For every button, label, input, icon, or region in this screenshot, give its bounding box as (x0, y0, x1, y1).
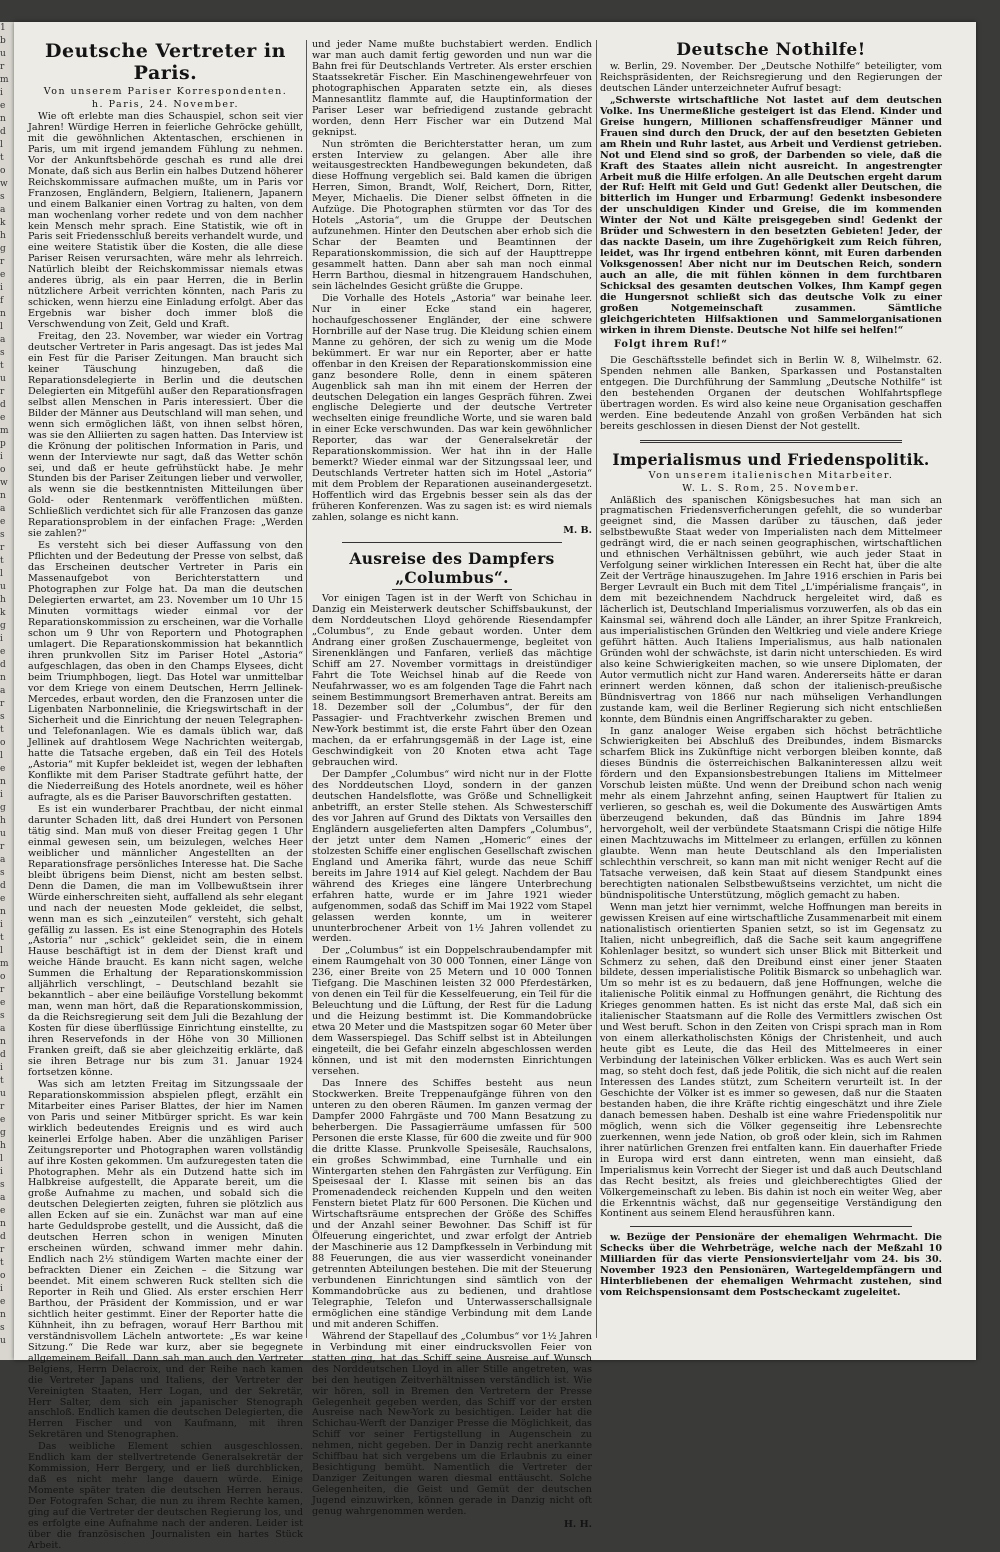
column-1 (28, 40, 303, 1551)
strip-glyph: i (0, 634, 3, 644)
paragraph: Der Dampfer „Columbus“ wird nicht nur in der Flotte des Norddeutschen Lloyd, sondern in der ganzen deutschen Handelsflotte, was Größe und Schnelligkeit anbetrifft, an erster Stelle stehen. Als Schwesterschiff des vor Jahren auf Grund des Diktats von Versailles den Engländern ausgelieferten alten Dampfers „Columbus“, der jetzt unter dem Namen „Homeric“ eines der stolzesten Schiffe einer englischen Gesellschaft zwischen England und Amerika fährt, wurde das neue Schiff bereits im Jahre 1914 auf Kiel gelegt. Nachdem der Bau während des Krieges eine längere Unterbrechung erfahren hatte, wurde er im Jahre 1921 wieder aufgenommen, sodaß das Schiff im Mai 1922 vom Stapel gelassen werden konnte, um in weiterer ununterbrochener Arbeit von 1½ Jahren vollendet zu werden. (312, 769, 592, 945)
strip-glyph: s (0, 1011, 5, 1021)
strip-glyph: r (0, 1102, 5, 1112)
byline-italien: Von unserem italienischen Mitarbeiter. (648, 469, 894, 481)
strip-glyph: r (0, 62, 5, 72)
paragraph: Das Innere des Schiffes besteht aus neun Stockwerken. Breite Treppenaufgänge führen von den unteren zu den oberen Räumen. Im ganzen vermag der Dampfer 2000 Fahrgäste und 700 Mann Besatzung zu beherbergen. Die Passagierräume umfassen für 500 Personen die erste Klasse, für 600 die zweite und für 900 die dritte Klasse. Prunkvolle Speisesäle, Rauchsalons, ein großes Schwimmbad, eine Turnhalle und ein Wintergarten stehen den Fahrgästen zur Verfügung. Ein Speisesaal der I. Klasse mit seinen bis an das Promenadendeck reichenden Kuppeln und den weiten Fenstern bietet Platz für 600 Personen. Die Küchen und Wirtschaftsräume entsprechen der Größe des Schiffes und der Anzahl seiner Bewohner. Das Schiff ist für Ölfeuerung eingerichtet, und zwar erfolgt der Antrieb der Maschinerie aus 12 Dampfkesseln in Verbindung mit 88 Feuerungen, die aus vier wasserdicht voneinander getrennten Abteilungen bestehen. Die mit der Steuerung verbundenen Einrichtungen sind sämtlich von der Kommandobrücke aus zu bedienen, und drahtlose Telegraphie, Telefon und Unterwasserschallsignale ermöglichen eine ständige Verbindung mit dem Lande und mit anderen Schiffen. (312, 1077, 592, 1330)
strip-glyph: s (0, 1323, 5, 1333)
strip-glyph: a (0, 504, 6, 514)
strip-glyph: h (0, 231, 6, 241)
separator (342, 542, 562, 543)
paragraph: Anläßlich des spanischen Königsbesuches hat man sich an pragmatischen Friedensverficherungen gefehlt, die so wunderbar geeignet sind, die Massen darüber zu täuschen, daß jeder selbstbewußte Staat weder von Imperialisten nach dem Mittelmeer gedrängt wird, die er nach seinen geographischen, wirtschaftlichen und ethnischen Verhältnissen gebührt, wie auch jeder Staat in Verfolgung seiner wirklichen Interessen ein Recht hat, über die alte Zeit der Verträge hinauszugehen. Im Jahre 1916 erschien in Paris bei Berger Levrault ein Buch mit dem Titel „L'impérialisme français“, in dem mit bezeichnendem Nachdruck hergeleitet wird, daß es lächerlich ist, Deutschland Imperialismus vorzuwerfen, als ob das ein Kainsmal sei, während doch alle Länder, an ihrer Spitze Frankreich, aus imperialistischen Gründen den Weltkrieg und viele andere Kriege geführt hätten. Auch Italiens Imperialismus, aus halb nationalen Gründen wohl der schwächste, ist darin nicht unterschieden. Es wird also keine Schwierigkeiten machen, so wie unsere Diplomaten, der Autor vermutlich nicht zur Hand waren. Andererseits hätte er daran erinnert werden können, daß schon der italienisch-preußische Bündnisvertrag von 1866 nur nach mühseligen Verhandlungen zustande kam, weil die Berliner Regierung sich nicht entschließen konnte, dem Bündnis einen Angriffscharakter zu geben. (600, 494, 942, 725)
paragraph: Es versteht sich bei dieser Auffassung von den Pflichten und der Bedeutung der Presse von selbst, daß das Erscheinen deutscher Vertreter in Paris ein Massenaufgebot von Berichterstattern und Photographen zur Folge hat. Da man die deutschen Delegierten erwartet, am 23. November um 10 Uhr 15 Minuten vormittags wieder einmal vor der Reparationskommission zu erscheinen, war die Vorhalle schon um 9 Uhr von Reportern und Photographen umlagert. Die Reparationskommission hat bekanntlich ihren prunkvollen Sitz im Pariser Hotel „Astoria“ aufgeschlagen, das oben in den Champs Elysees, dicht beim Triumphbogen, liegt. Das Hotel war unmittelbar vor dem Kriege von einem Deutschen, Herrn Jellinek-Mercedes, erbaut worden, den die Franzosen unter die Ligenbaten Narbonnelinie, die Kriegswirtschaft in der Sicherheit und die Einrichtung der neuen Telegraphen- und Telefonanlagen. Wie es damals üblich war, daß Jellinek auf drahtlosem Wege Nachrichten weitergab, hatte die Tatsache ergeben, daß ein Teil des Hotels „Astoria“ mit Kupfer bekleidet ist, wegen der lebhaften Konflikte mit dem Pariser Stadtrate geführt hatte, der die Niederreißung des Hotels anordnete, weil es höher aufragte, als es die Pariser Bauvorschriften gestatten. (28, 540, 303, 804)
paragraph: Die Geschäftsstelle befindet sich in Berlin W. 8, Wilhelmstr. 62. Spenden nehmen alle Banken, Sparkassen und Postanstalten entgegen. Die Durchführung der Sammlung „Deutsche Nothilfe“ ist den bestehenden Organen der deutschen Wohlfahrtspflege übertragen worden. Es wird also keine neue Organisation geschaffen werden. Eine bedeutende Anzahl von großen Verbänden hat sich bereits geschlossen in diesen Dienst der Not gestellt. (600, 354, 942, 432)
strip-glyph: i (0, 1284, 3, 1294)
strip-glyph: d (0, 881, 6, 891)
strip-glyph: n (0, 491, 6, 501)
dateline-rom: W. L. S. Rom, 25. November. (682, 482, 860, 494)
dateline-paris: h. Paris, 24. November. (91, 99, 240, 110)
strip-glyph: l (0, 946, 3, 956)
column-2 (312, 39, 592, 1530)
strip-glyph: w (0, 179, 8, 189)
strip-glyph: l (0, 751, 3, 761)
separator (640, 440, 902, 443)
strip-glyph: k (0, 218, 6, 228)
strip-glyph: g (0, 1128, 6, 1138)
strip-glyph: r (0, 699, 5, 709)
strip-glyph: d (0, 660, 6, 670)
strip-glyph: l (0, 140, 3, 150)
paragraph: Nun strömten die Berichterstatter heran, um zum ersten Interview zu gelangen. Aber alle ihre weitausgestreckten Handbewegungen bekundeten, daß diese Hoffnung vergeblich sei. Bald kamen die übrigen Herren, Simon, Brandt, Wolf, Reichert, Dorn, Ritter, Meyer, Michaelis. Die Diener selbst öffneten in die Aufzüge. Die Photographen stürmten vor das Tor des Hotels „Astoria“, um die Gruppe der Deutschen aufzunehmen. Hinter den Deutschen aber erhob sich die Schar der Beamten und Beamtinnen der Reparationskommission, die sich auf der Haupttreppe gesammelt hatten. Dann aber sah man noch einmal Herrn Barthou, diesmal in hitzengrauem Handschuhen, sein lächelndes Gesicht grüßte die Gruppe. (312, 138, 592, 292)
strip-glyph: s (0, 192, 5, 202)
strip-glyph: r (0, 985, 5, 995)
article-title-imperialismus: Imperialismus und Friedenspolitik. (612, 449, 930, 469)
column-3 (600, 40, 942, 1340)
strip-glyph: t (0, 556, 4, 566)
strip-glyph: t (0, 361, 4, 371)
strip-glyph: n (0, 673, 6, 683)
strip-glyph: s (0, 712, 5, 722)
strip-glyph: i (0, 1167, 3, 1177)
strip-glyph: u (0, 829, 6, 839)
signature-mb: M. B. (563, 524, 592, 536)
strip-glyph: a (0, 1024, 6, 1034)
appeal-signoff: Folgt ihrem Ruf!“ (614, 338, 728, 350)
appeal-text: „Schwerste wirtschaftliche Not lastet auf dem deutschen Volke. Ins Unermeßliche gesteigert ist das Elend. Kinder und Greise hungern, Millionen schaffensfreudiger Männer und Frauen sind durch den Druck, der auf den besetzten Gebieten am Rhein und Ruhr lastet, aus Arbeit und Verdienst getrieben. Not und Elend sind so groß, der Darbenden so viele, daß die Kraft des Staates allein nicht ausreicht. In angestrengter Arbeit muß die Hilfe erfolgen. An alle Deutschen ergeht darum der Ruf: Helft mit Geld und Gut! Gedenkt aller Deutschen, die bitterlich im Hunger und Erbarmung! Gedenkt insbesondere der unschuldigen Kinder und Greise, die im kommenden Winter der Not und Kälte preisgegeben sind! Gedenkt der Brüder und Schwestern in den besetzten Gebieten! Jeder, der das nackte Dasein, um ihre Zugehörigkeit zum Reich führen, leidet, was Ihr irgend entbehren könnt, mit Euren darbenden Volksgenossen! Aber nicht nur im Deutschen Reich, sondern auch an alle, die mit fühlen können in dem furchtbaren Schicksal des gesamten deutschen Volkes, Ihm Kampf gegen die Hungersnot schließt sich das deutsche Volk zu einer großen Notgemeinschaft zusammen. Sämtliche gleichgerichteten Hilfsaktionen und Sammelorganisationen wirken in ihrem Dienste. Deutsche Not hilfe sei helfen!“ (600, 94, 942, 336)
strip-glyph: 1 (0, 23, 6, 33)
strip-glyph: e (0, 1297, 6, 1307)
strip-glyph: d (0, 400, 6, 410)
strip-glyph: o (0, 738, 6, 748)
strip-glyph: u (0, 1089, 6, 1099)
strip-glyph: t (0, 1076, 4, 1086)
strip-glyph: g (0, 803, 6, 813)
adjacent-page-edge (0, 22, 14, 1360)
strip-glyph: d (0, 127, 6, 137)
strip-glyph: l (0, 569, 3, 579)
strip-glyph: e (0, 517, 6, 527)
strip-glyph: l (0, 322, 3, 332)
strip-glyph: e (0, 764, 6, 774)
strip-glyph: a (0, 335, 6, 345)
strip-glyph: e (0, 413, 6, 423)
strip-glyph: m (0, 959, 9, 969)
strip-glyph: m (0, 426, 9, 436)
strip-glyph: r (0, 842, 5, 852)
article-title-columbus: Ausreise des Dampfers „Columbus“. (349, 548, 555, 587)
strip-glyph: i (0, 920, 3, 930)
article-title-paris: Deutsche Vertreter in Paris. (45, 40, 286, 84)
strip-glyph: g (0, 244, 6, 254)
article-title-nothilfe: Deutsche Nothilfe! (676, 40, 866, 60)
strip-glyph: r (0, 387, 5, 397)
strip-glyph: r (0, 257, 5, 267)
strip-glyph: t (0, 933, 4, 943)
paragraph: Das weibliche Element schien ausgeschlossen. Endlich kam der stellvertretende Generalsekretär der Kommission, Herr Bergery, und er ließ durchblicken, daß es nicht mehr lange dauern würde. Einige Momente später traten die deutschen Herren heraus. Der Fotografen Schar, die nun zu ihrem Rechte kamen, ging auf die Vertreter der deutschen Regierung los, und es erfolgte eine Aufnahme nach der anderen. Leider ist über die französischen Journalisten ein hartes Stück Arbeit. (28, 1441, 303, 1551)
strip-glyph: e (0, 270, 6, 280)
notice-pensionaere: w. Bezüge der Pensionäre der ehemaligen Wehrmacht. Die Schecks über die Wehrbeträge, welche nach der Meßzahl 10 Milliarden für das vierte Pensionsvierteljahr vom 24. bis 30. November 1923 den Pensionären, Wartegeldempfängern und Hinterbliebenen der ehemaligen Wehrmacht zustehen, sind vom Reichspensionsamt dem Postscheckamt zugeleitet. (600, 1232, 942, 1299)
strip-glyph: e (0, 647, 6, 657)
strip-glyph: f (0, 296, 4, 306)
strip-glyph: e (0, 1206, 6, 1216)
strip-glyph: d (0, 1050, 6, 1060)
strip-glyph: o (0, 166, 6, 176)
strip-glyph: p (0, 439, 6, 449)
strip-glyph: i (0, 283, 3, 293)
strip-glyph: u (0, 582, 6, 592)
strip-glyph: t (0, 1258, 4, 1268)
strip-glyph: i (0, 1063, 3, 1073)
strip-glyph: a (0, 1193, 6, 1203)
strip-glyph: r (0, 1245, 5, 1255)
strip-glyph: u (0, 1336, 6, 1346)
paragraph: Während der Stapellauf des „Columbus“ vor 1½ Jahren in Verbindung mit einer eindrucksvollen Feier von statten ging, hat das Schiff seine Ausreise auf Wunsch des Norddeutschen Lloyd in aller Stille angetreten, was bei den heutigen Zeitverhältnissen verständlich ist. Wie wir hören, soll in Bremen den Vertretern der Presse Gelegenheit gegeben werden, das Schiff vor der ersten Ausreise nach New-York zu besichtigen. Leider hat die Schichau-Werft der Danziger Presse die Möglichkeit, das Schiff vor seiner Fertigstellung in Augenschein zu nehmen, nicht gegeben. Der in Danzig recht anerkannte Schiffbau hat sich vergebens um die Erlaubnis zu einer Besichtigung bemüht. Namentlich die Vertreter der Danziger Zeitungen waren diesmal enttäuscht. Solche Gelegenheiten, die Geist und Gemüt der deutschen Jugend einzuwirken, können gerade in Danzig nicht oft genug wahrgenommen werden. (312, 1330, 592, 1518)
strip-glyph: s (0, 530, 5, 540)
strip-glyph: n (0, 1037, 6, 1047)
strip-glyph: o (0, 465, 6, 475)
paragraph: Was sich am letzten Freitag im Sitzungssaale der Reparationskommission abspielen pflegt, erzählt ein Mitarbeiter eines Pariser Blattes, der hier im Namen von Paris und seiner Mitbürger spricht. Es war kein wirklich bedeutendes Ereignis und es wird auch keinerlei Erfolge haben. Aber die unzähligen Pariser Zeitungsreporter und Photographen waren vollständig auf ihre Kosten gekommen. Um aufzuregesten taten die Photographen. Mehr als ein Dutzend hatte sich im Halbkreise aufgestellt, die Apparate bereit, um die große Aufnahme zu machen, und sobald sich die deutschen Delegierten zeigten, fuhren sie plötzlich aus allen Ecken auf sie ein. Zunächst war man auf eine harte Geduldsprobe gestellt, und die Aussicht, daß die deutschen Herren schon in wenigen Minuten erscheinen würden, schwand immer mehr dahin. Endlich nach 2½ stündigem Warten machte einer der befrackten Diener ein Zeichen – die Sitzung war beendet. Mit einem schweren Ruck stellten sich die Reporter in Reih und Glied. Als erster erschien Herr Barthou, der Präsident der Kommission, und er war sichtlich heiter gestimmt. Einer der Reporter hatte die Kühnheit, ihn zu befragen, worauf Herr Barthou mit verständnisvollem Lächeln antwortete: „Es war keine Sitzung.“ Die Rede war kurz, aber sie begegnete allgemeinem Beifall. Dann sah man auch den Vertreter Belgiens, Herrn Delacroix, und der Reihe nach kamen die Vertreter Japans und Italiens, der Vertreter der Vereinigten Staaten, Herr Logan, und der Sekretär, Herr Salter, dem sich ein japanischer Stenograph anschloß. Endlich kamen die deutschen Delegierten, die Herren Fischer und von Kaufmann, mit ihren Sekretären und Stenographen. (28, 1078, 303, 1441)
strip-glyph: n (0, 309, 6, 319)
separator (392, 589, 512, 590)
strip-glyph: n (0, 1219, 6, 1229)
paragraph: und jeder Name mußte buchstabiert werden. Endlich war man auch damit fertig geworden und nun war die Bahn frei für Deutschlands Vertreter. Als erster erschien Staatssekretär Fischer. Ein Maschinengewehrfeuer von photographischen Apparaten setzte ein, als dieses Mannesantlitz flammte auf, die Hauptinformation der Pariser Leser war befriedigend zustande gebracht worden, denn Herr Fischer war ein Dutzend Mal geknipst. (312, 39, 592, 138)
dateline-berlin: w. Berlin, 29. November. Der „Deutsche Nothilfe“ beteiligter, vom Reichspräsidenten, der Reichsregierung und den Regierungen der deutschen Länder unterzeichneter Aufruf besagt: (600, 61, 942, 94)
paragraph: In ganz analoger Weise ergaben sich höchst beträchtliche Schwierigkeiten bei Abschluß des Dreibundes, indem Bismarcks scharfem Blick ins Zukünftige nicht verborgen bleiben konnte, daß dieses Bündnis die österreichischen Balkaninteressen allzu weit fördern und den Expansionsbestrebungen Italiens im Mittelmeer Vorschub leisten müßte. Und wenn der Dreibund schon nach wenig mehr als einem Jahrzehnt anfing, seinen Hauptwert für Italien zu verlieren, so geschah es, weil die Dokumente des Auswärtigen Amts überzeugend bekunden, daß das Bündnis im Jahre 1894 hervorgeholt, weil der verbündete Staatsmann Crispi die nötige Hilfe einen Machtzuwachs im Mittelmeer zu erlangen, erfüllen zu können glaubte. Wenn man heute Deutschland als den Imperialisten schlechthin verschreit, so kann man mit nicht weniger Recht auf die Tatsache verweisen, daß kein Staat auf diesem Standpunkt eines berechtigten nationalen Selbstbewußtseins verzichtet, um nicht die bündnispolitische Unterstützung, möglich gemacht zu haben. (600, 725, 942, 901)
strip-glyph: k (0, 608, 6, 618)
strip-glyph: a (0, 205, 6, 215)
strip-glyph: n (0, 777, 6, 787)
strip-glyph: e (0, 894, 6, 904)
strip-glyph: s (0, 348, 5, 358)
strip-glyph: s (0, 868, 5, 878)
strip-glyph: b (0, 36, 6, 46)
column-rule-1 (306, 40, 307, 1338)
column-rule-2 (596, 40, 597, 1338)
strip-glyph: l (0, 1154, 3, 1164)
separator (630, 1226, 912, 1227)
paragraph: Es ist ein wunderbarer Prachtbau, der nicht einmal darunter Schaden litt, daß drei Hundert von Personen tätig sind. Man muß von dieser Freitag gegen 1 Uhr einmal gewesen sein, um beizulegen, welches Heer weiblicher und männlicher Angestellten an der Reparationsfrage persönliches Interesse hat. Die Sache bleibt übrigens beim Dienst, nicht am besten selbst. Denn die Damen, die man im Vollbewußtsein ihrer Würde einherschreiten sieht, auffallend als sehr elegant und nach der neuesten Mode gekleidet, die selbst, wenn man es sich „einzuteilen“ versteht, sich gehalt gefällig zu lassen. Es ist eine Stenographin des Hotels „Astoria“ nur „schick“ gekleidet sein, die in einem Hause beschäftigt ist in dem der Dienst kraft und weiche Hände braucht. Es kann nicht sagen, welche Summen die Erhaltung der Reparationskommission alljährlich verschlingt, – Deutschland bezahlt sie bekanntlich – aber eine beiläufige Vorstellung bekommt man, wenn man hört, daß die Reparationskommission, da die Reichsregierung seit dem Juli die Bezahlung der Kosten für diese überflüssige Einrichtung einstellte, zu ihren Reservefonds in der Höhe von 30 Millionen Franken greift, daß sie aber gleichzeitig erklärte, daß sie ihren Betrage nur bis zum 31. Januar 1924 fortsetzen könne. (28, 804, 303, 1078)
strip-glyph: h (0, 595, 6, 605)
strip-glyph: a (0, 855, 6, 865)
paragraph: Die Vorhalle des Hotels „Astoria“ war beinahe leer. Nur in einer Ecke stand ein hagerer, hochaufgeschossener Engländer, der eine schwere Hornbrille auf der Nase trug. Die Kleidung schien einem Manne zu gehören, der sich zu wenig um die Mode bekümmert. Er war nur ein Reporter, aber er hatte offenbar in den Kreisen der Reparationskommission eine ganz besondere Rolle, denn in einem späteren Augenblick sah man ihn mit einem der Herren der deutschen Delegation ein langes Gespräch führen. Zwei englische Delegierte und der deutsche Vertreter wechselten einige freundliche Worte, und sie waren bald in einer Ecke verschwunden. Das war kein gewöhnlicher Reporter, das war der Generalsekretär der Reparationskommission. Wer hat ihn in der Halle bemerkt? Wieder einmal war der Sitzungssaal leer, und Deutschlands Vertreter hatten sich im Hotel „Astoria“ mit dem Problem der Reparationen auseinandergesetzt. Hoffentlich wird das Ergebnis besser sein als das der früheren Konferenzen. Was zu sagen ist: es wird niemals zahlen, solange es nicht kann. (312, 292, 592, 523)
strip-glyph: a (0, 686, 6, 696)
strip-glyph: m (0, 75, 9, 85)
strip-glyph: o (0, 1271, 6, 1281)
strip-glyph: e (0, 1115, 6, 1125)
paragraph: Der „Columbus“ ist ein Doppelschraubendampfer mit einem Raumgehalt von 30 000 Tonnen, einer Länge von 236, einer Breite von 25 Metern und 10 000 Tonnen Tiefgang. Die Maschinen leisten 32 000 Pferdestärken, von denen ein Teil für die Kesselfeuerung, ein Teil für die Beleuchtung und die Lüftung, der Rest für die Ladung und die Heizung bestimmt ist. Die Kommandobrücke etwa 20 Meter und die Mastspitzen sogar 60 Meter über dem Wasserspiegel. Das Schiff selbst ist in Abteilungen eingeteilt, die bei Gefahr einzeln abgeschlossen werden können, und ist mit den modernsten Einrichtungen versehen. (312, 945, 592, 1077)
strip-glyph: w (0, 478, 8, 488)
strip-glyph: u (0, 49, 6, 59)
strip-glyph: i (0, 452, 3, 462)
strip-glyph: e (0, 998, 6, 1008)
strip-glyph: r (0, 543, 5, 553)
strip-glyph: o (0, 972, 6, 982)
strip-glyph: n (0, 114, 6, 124)
paragraph: Wenn man jetzt hier vernimmt, welche Hoffnungen man bereits in gewissen Kreisen auf eine wirtschaftliche Zusammenarbeit mit einem nationalistisch orientierten Spanien setzt, so ist im Gegensatz zu Italien, nicht unbegreiflich, daß die Sache seit kaum angegriffene Kohlenlager besitzt, so wundert sich unser Blick mit Bitterkeit und Schmerz zu sehen, daß den Dreibund einst einer jener Staaten bildete, dessen imperialistische Politik Bismarck so unbehaglich war. Um so mehr ist es zu bedauern, daß jene Hoffnungen, welche die italienische Politik einmal zu Hoffnungen genährt, die Richtung des Krieges genommen hatten. Es ist nicht das erste Mal, daß sich ein italienischer Staatsmann auf die Rolle des Vermittlers zwischen Ost und West beruft. Schon in den Zeiten von Crispi sprach man in Rom von einem allerkatholischsten Königs der Christenheit, und auch heute gibt es Leute, die das Heil des Mittelmeeres in einer Verbindung der lateinischen Völker erblicken. Was es auch Wert sein mag, so steht doch fest, daß jede Politik, die sich nicht auf die realen Interessen des Landes stützt, zum Scheitern verurteilt ist. In der Geschichte der Völker ist es immer so gewesen, daß nur die Staaten bestanden haben, die ihre Kräfte richtig eingeschätzt und ihre Ziele danach bemessen haben. Deshalb ist eine wahre Friedenspolitik nur möglich, wenn sich die Völker gegenseitig ihre Lebensrechte zuerkennen, wenn jede Nation, ob groß oder klein, sich im Rahmen ihrer natürlichen Grenzen frei entfalten kann. Ein dauerhafter Friede in Europa wird erst dann eintreten, wenn man einsieht, daß Imperialismus kein Vorrecht der Sieger ist und daß auch Deutschland das Recht besitzt, als freies und gleichberechtigtes Glied der Völkergemeinschaft zu leben. Bis dahin ist noch ein weiter Weg, aber die Erkenntnis wächst, daß nur gegenseitige Verständigung den Kontinent aus seinem Elend herausführen kann. (600, 901, 942, 1220)
paragraph: Freitag, den 23. November, war wieder ein Vortrag deutscher Vertreter in Paris angesagt. Das ist jedes Mal ein Fest für die Pariser Zeitungen. Man braucht sich keiner Täuschung hinzugeben, daß die Reparationsdelegierte in Berlin und die deutschen Delegierten ein Mitgefühl außer den Reparationsfragen selbst allen Menschen in Paris interessiert. Über die Bilder der Männer aus Deutschland will man sehen, und wenn sich ermöglichen läßt, von ihnen selbst hören, was sie den Alliierten zu sagen hatten. Das Interview ist die Krönung der politischen Information in Paris, und wenn der Interviewte nur sagt, daß das Wetter schön sei, und daß er heute gefrühstückt habe. Je mehr Stunden bis der Pariser Zeitungen lieber und verwoller, als wenn sie die bestkenntnisten Mitteilungen über Gold- oder Rentenmark veröffentlichen müßten. Schließlich verdichtet sich für alle Franzosen das ganze Reparationsproblem in der einfachen Frage: „Werden sie zahlen?“ (28, 331, 303, 540)
strip-glyph: u (0, 374, 6, 384)
strip-glyph: n (0, 1310, 6, 1320)
paragraph: Wie oft erlebte man dies Schauspiel, schon seit vier Jahren! Würdige Herren in feierliche Gehröcke gehüllt, mit die gewöhnlichen Aktentaschen, erschienen in Paris, um mit irgend jemandem Fühlung zu nehmen. Vor der Ankunftsbehörde geschah es rund alle drei Monate, daß sich aus Berlin ein halbes Dutzend höherer Reichskommissare aufmachen mußte, um in Paris vor Franzosen, Engländern, Belgiern, Italienern, Japanern und einem Balkanier einen Vortrag zu halten, von dem man wochenlang vorher redete und von dem nachher kein Mensch mehr sprach. Eine Statistik, wie oft in Paris seit Friedensschluß bereits verhandelt wurde, und eine weitere Statistik über die Kosten, die alle diese Pariser Reisen verursachten, wäre mehr als lehrreich. Natürlich bleibt der Reichskommissar niemals etwas anderes übrig, als ein paar Herren, die in Berlin nützlichere Arbeit verrichten könnten, nach Paris zu schicken, wenn hierzu eine Einladung erfolgt. Aber das Ergebnis war bisher doch immer bloß die Verschwendung von Zeit, Geld und Kraft. (28, 111, 303, 331)
byline-paris: Von unserem Pariser Korrespondenten. (43, 86, 288, 97)
strip-glyph: h (0, 816, 6, 826)
signature-hh: H. H. (563, 1519, 592, 1530)
strip-glyph: n (0, 907, 6, 917)
strip-glyph: i (0, 88, 3, 98)
strip-glyph: e (0, 101, 6, 111)
strip-glyph: h (0, 1141, 6, 1151)
strip-glyph: s (0, 1180, 5, 1190)
strip-glyph: d (0, 1232, 6, 1242)
strip-glyph: t (0, 153, 4, 163)
paragraph: Vor einigen Tagen ist in der Werft von Schichau in Danzig ein Meisterwerk deutscher Schiffsbaukunst, der dem Norddeutschen Lloyd gehörende Riesendampfer „Columbus“, zu Ende gebaut worden. Unter dem Andrang einer großen Zuschauermenge, begleitet von Sirenenklängen und Fanfaren, verließ das mächtige Schiff am 27. November vormittags in dreistündiger Fahrt die Tote Weichsel hinab auf die Reede von Neufahrwasser, wo es am folgenden Tage die Fahrt nach seinem Bestimmungsort Bremerhaven antrat. Bereits am 18. Dezember soll der „Columbus“, der für den Passagier- und Frachtverkehr zwischen Bremen und New-York bestimmt ist, die erste Fahrt über den Ozean machen, da er erfahrungsgemäß in der Lage ist, eine Geschwindigkeit von 20 Knoten etwa acht Tage gebrauchen wird. (312, 592, 592, 769)
strip-glyph: t (0, 725, 4, 735)
strip-glyph: i (0, 790, 3, 800)
strip-glyph: g (0, 621, 6, 631)
